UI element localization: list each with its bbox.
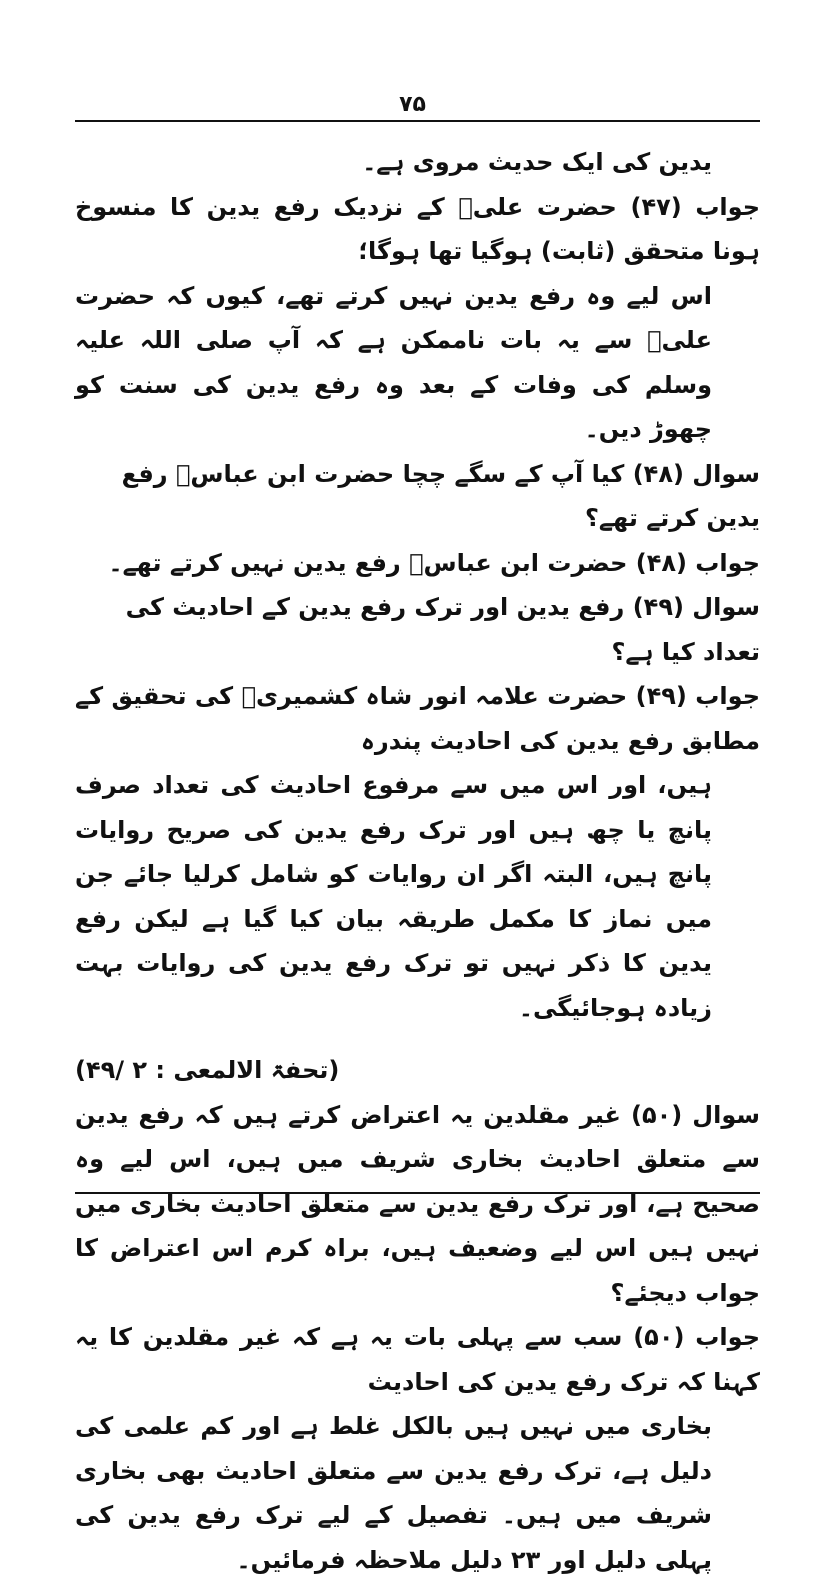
paragraph: ہیں، اور اس میں سے مرفوع احادیث کی تعداد صرف پانچ یا چھ ہیں اور ترک رفع یدین کی صریح روایات پانچ ہیں، البتہ اگر ان روایات کو شامل کرلیا جائے جن میں نماز کا مکمل طریقہ بیان کیا گیا ہے لیکن رفع یدین کا ذکر نہیں تو ترک رفع یدین کی روایات بہت زیادہ ہوجائیگی۔ — [75, 771, 712, 1022]
paragraph: اس لیے وہ رفع یدین نہیں کرتے تھے، کیوں کہ حضرت علیؓ سے یہ بات ناممکن ہے کہ آپ صلی اللہ علیہ وسلم کی وفات کے بعد وہ رفع یدین کی سنت کو چھوڑ دیں۔ — [75, 281, 712, 443]
citation: (تحفۃ الالمعی : ۲ /۴۹) — [75, 1056, 340, 1084]
question-48: سوال (۴۸) کیا آپ کے سگے چچا حضرت ابن عباسؓ رفع یدین کرتے تھے؟ — [121, 459, 760, 532]
question-49: سوال (۴۹) رفع یدین اور ترک رفع یدین کے احادیث کی تعداد کیا ہے؟ — [125, 593, 760, 666]
answer-48: جواب (۴۸) حضرت ابن عباسؓ رفع یدین نہیں کرتے تھے۔ — [108, 548, 760, 577]
bottom-divider — [75, 1192, 760, 1194]
answer-50-heading: جواب (۵۰) سب سے پہلی بات یہ ہے کہ غیر مقلدین کا یہ کہنا کہ ترک رفع یدین کی احادیث — [75, 1323, 760, 1396]
paragraph: یدین کی ایک حدیث مروی ہے۔ — [362, 148, 712, 176]
spacer — [75, 1030, 760, 1048]
answer-49-heading: جواب (۴۹) حضرت علامہ انور شاہ کشمیریؒ کی تحقیق کے مطابق رفع یدین کی احادیث پندرہ — [75, 682, 760, 755]
answer-47-heading: جواب (۴۷) حضرت علیؓ کے نزدیک رفع یدین کا منسوخ ہونا متحقق (ثابت) ہوگیا تھا ہوگا؛ — [75, 192, 761, 265]
page-body — [75, 140, 760, 1582]
page-number: ۷۵ — [399, 92, 426, 117]
top-divider — [75, 120, 760, 122]
paragraph: بخاری میں نہیں ہیں بالکل غلط ہے اور کم علمی کی دلیل ہے، ترک رفع یدین سے متعلق احادیث بھی بخاری شریف میں ہیں۔ تفصیل کے لیے ترک رفع یدین کی پہلی دلیل اور ۲۳ دلیل ملاحظہ فرمائیں۔ — [75, 1412, 712, 1574]
question-50: سوال (۵۰) غیر مقلدین یہ اعتراض کرتے ہیں کہ رفع یدین سے متعلق احادیث بخاری شریف میں ہیں، اس لیے وہ صحیح ہے، اور ترک رفع یدین سے متعلق احادیث بخاری میں نہیں ہیں اس لیے وضعیف ہیں، براہ کرم اس اعتراض کا جواب دیجئے؟ — [75, 1100, 760, 1307]
